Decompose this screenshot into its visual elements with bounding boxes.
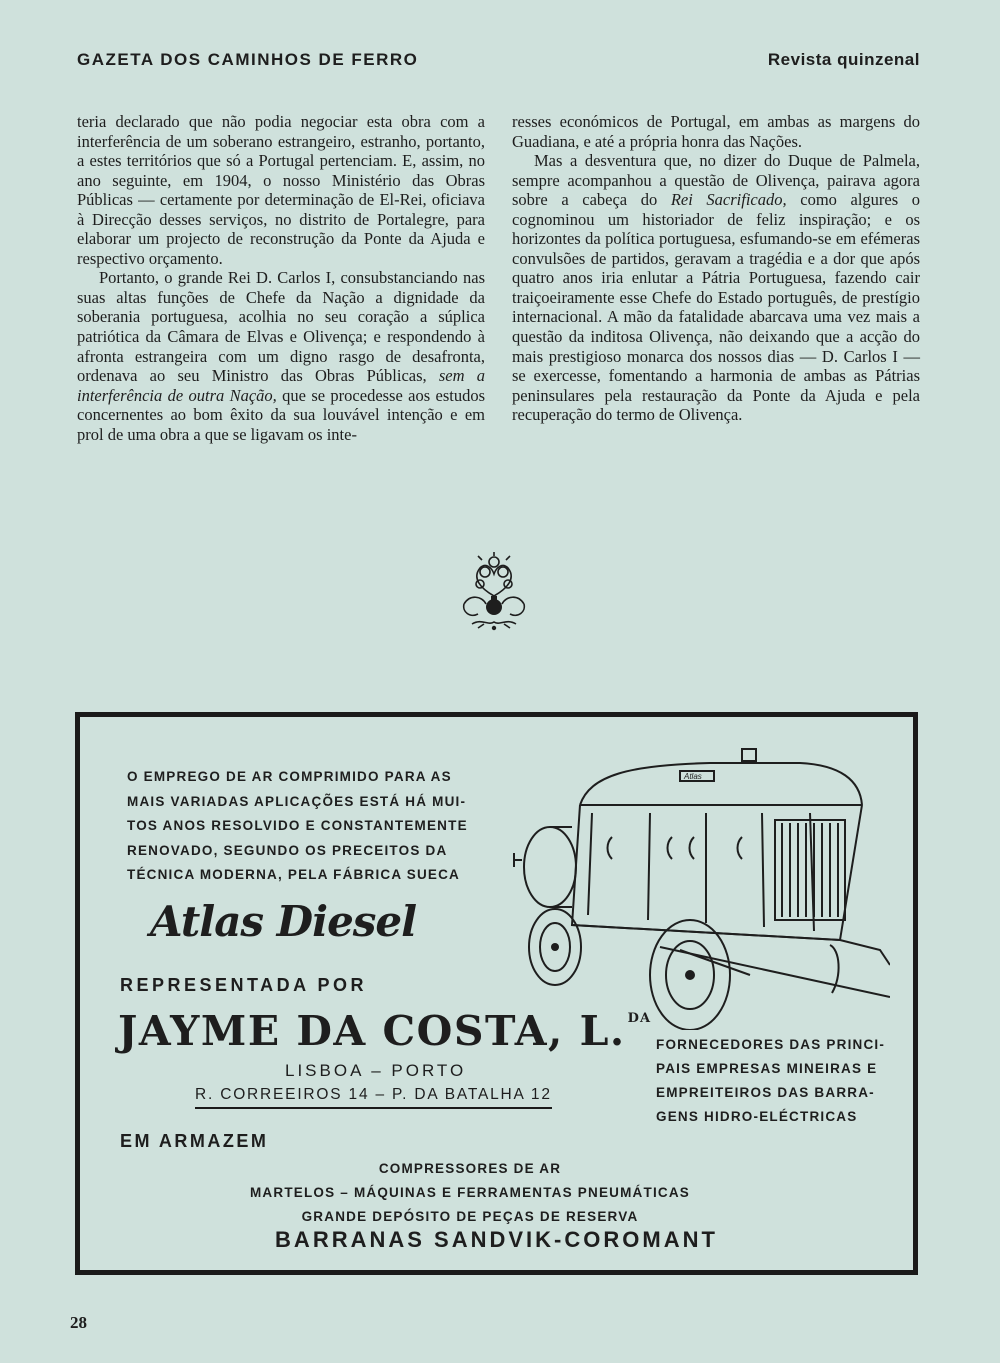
article-column-right (512, 112, 920, 425)
brand-logo: Atlas Diesel (150, 897, 417, 946)
suppliers-line: EMPREITEIROS DAS BARRA- (656, 1085, 875, 1100)
compressor-nameplate: Atlas (684, 772, 702, 781)
advertisement (75, 712, 918, 1275)
suppliers-line: GENS HIDRO-ELÉCTRICAS (656, 1109, 858, 1124)
ad-bottom-line: BARRANAS SANDVIK-COROMANT (275, 1227, 718, 1252)
company-address: R. CORREEIROS 14 – P. DA BATALHA 12 (195, 1086, 552, 1109)
article-text: como algures o cognominou um historiador de feliz inspiração; e os horizontes da política portuguesa, esfumando-se em efémeras convulsões de partidos, geravam a tragédia e a dor que após quatro anos iria enlutar a Pátria Portuguesa, fazendo cair traiçoeiramente esse Chefe do Estado português, de prestígio internacional. A mão da fatalidade abarcava uma vez mais a questão da inditosa Olivença, não deixando que a acção do mais prestigioso monarca dos nossos dias — D. Carlos I — se exercesse, fomentando a harmonia de ambas as Pátrias peninsulares pela restauração da Ponte da Ajuda e pela recuperação do termo de Olivença. (512, 190, 920, 425)
issue-frequency: Revista quinzenal (767, 50, 920, 69)
stock-item: GRANDE DEPÓSITO DE PEÇAS DE RESERVA (301, 1209, 639, 1224)
article-emphasis: sem a interferência de outra Nação, (77, 366, 485, 405)
article-paragraph: resses económicos de Portugal, em ambas as margens do Guadiana, e até a própria honra das Nações. (512, 112, 920, 151)
ad-intro-line: MAIS VARIADAS APLICAÇÕES ESTÁ HÁ MUI- (127, 793, 467, 809)
article-emphasis: Rei Sacrificado, (670, 190, 787, 210)
article-text: Portanto, o grande Rei D. Carlos I, consubstanciando nas suas altas funções de Chefe da Nação a dignidade da soberania portuguesa, acolhia no seu coração a súplica patriótica da Câmara de Elvas e Olivença; e respondendo à afronta estrangeira com um digno rasgo de desafronta, ordenava ao seu Ministro das Obras Públicas, (77, 268, 485, 386)
stock-item: COMPRESSORES DE AR (378, 1161, 562, 1176)
company-name (118, 1007, 651, 1055)
ad-intro-line: TOS ANOS RESOLVIDO E CONSTANTEMENTE (127, 818, 468, 833)
article-text: que se procedesse aos estudos concernentes ao bom êxito da sua louvável intenção e em prol de uma obra a que se ligavam os inte- (77, 385, 485, 444)
company-name-text: JAYME DA COSTA, L. (118, 1007, 626, 1055)
suppliers-line: PAIS EMPRESAS MINEIRAS E (656, 1061, 878, 1076)
ad-intro-line: RENOVADO, SEGUNDO OS PRECEITOS DA (127, 842, 448, 858)
page-number: 28 (70, 1313, 87, 1332)
article-text: Mas a desventura que, no dizer do Duque de Palmela, sempre acompanhou a questão de Olivença, pairava agora sobre a cabeça do (512, 151, 920, 210)
page-header (77, 48, 920, 76)
article-column-left (77, 112, 485, 444)
stock-items-list (200, 1157, 740, 1229)
air-compressor-illustration (510, 735, 890, 1030)
stock-item: MARTELOS – MÁQUINAS E FERRAMENTAS PNEUMÁTICAS (249, 1185, 690, 1200)
ad-intro-line: O EMPREGO DE AR COMPRIMIDO PARA AS (127, 769, 452, 784)
suppliers-line: FORNECEDORES DAS PRINCI- (656, 1037, 886, 1052)
ad-intro-text (127, 765, 477, 888)
company-suffix: DA (627, 1011, 652, 1026)
suppliers-text (656, 1033, 896, 1129)
in-stock-heading: EM ARMAZEM (120, 1131, 269, 1151)
article-paragraph (512, 151, 920, 425)
journal-title: GAZETA DOS CAMINHOS DE FERRO (77, 50, 419, 69)
article-paragraph (77, 268, 485, 444)
ad-intro-line: TÉCNICA MODERNA, PELA FÁBRICA SUECA (127, 867, 461, 882)
represented-by-label: REPRESENTADA POR (120, 975, 368, 995)
company-cities: LISBOA – PORTO (285, 1061, 467, 1080)
article-paragraph: teria declarado que não podia negociar esta obra com a interferência de um soberano estrangeiro, estranho, portanto, a estes territórios que só a Portugal pertenciam. E, assim, no ano seguinte, em 1904, o nosso Ministério das Obras Públicas — certamente por determinação de El-Rei, oficiava à Direcção desses serviços, no distrito de Portalegre, para elaborar um projecto de reconstrução da Ponte da Ajuda e respectivo orçamento. (77, 112, 485, 268)
flower-vase-ornament-icon (458, 552, 530, 634)
